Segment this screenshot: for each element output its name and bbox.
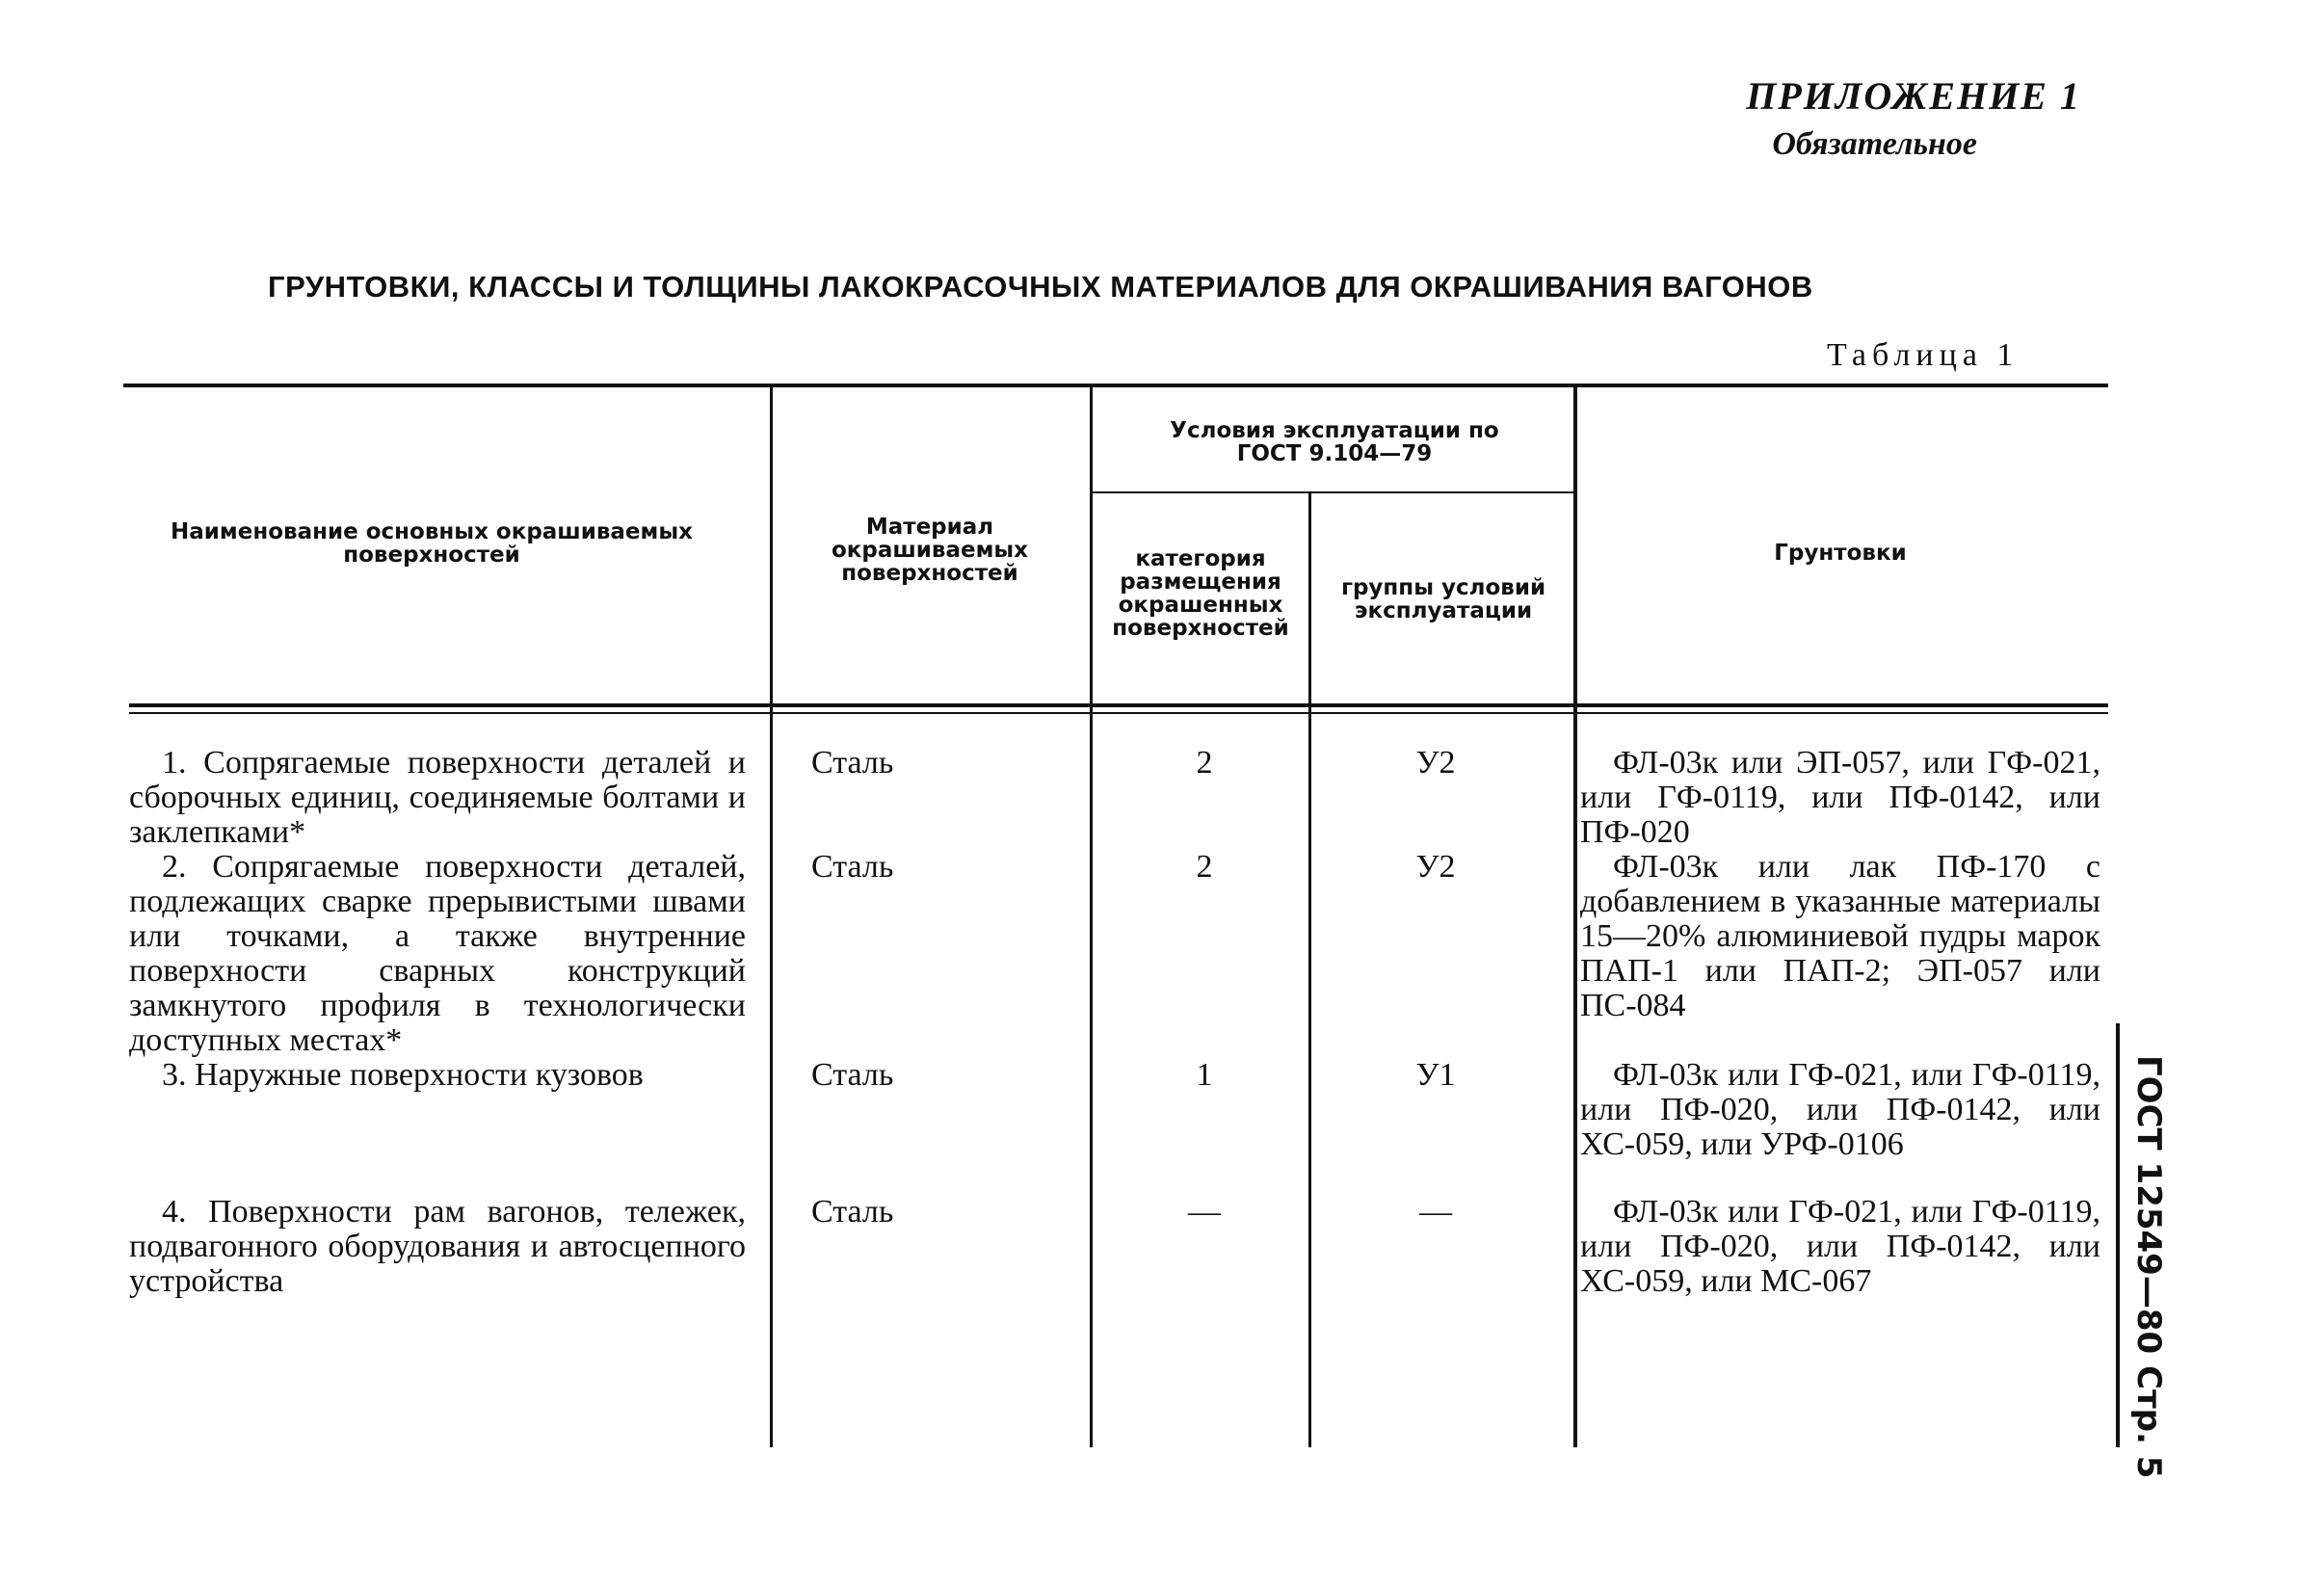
column-rule-3 [1308, 491, 1311, 1447]
appendix-title: ПРИЛОЖЕНИЕ 1 [1746, 74, 2081, 118]
row-3-material: Сталь [811, 1057, 894, 1093]
header-bottom-rule [129, 703, 2108, 707]
row-4-primers: ФЛ-03к или ГФ-021, или ГФ-0119, или ПФ-020, или ПФ-0142, или ХС-059, или МС-067 [1580, 1194, 2100, 1299]
row-3-name: 3. Наружные поверхности кузовов [162, 1057, 644, 1093]
row-3-category: 1 [1196, 1057, 1213, 1093]
row-2-group: У2 [1415, 849, 1456, 885]
row-4-material: Сталь [811, 1194, 894, 1230]
row-1-primers: ФЛ-03к или ЭП-057, или ГФ-021, или ГФ-0119, или ПФ-0142, или ПФ-020 [1580, 745, 2100, 850]
header-name: Наименование основных окрашиваемых поверхностей [171, 519, 693, 568]
header-bottom-rule-thin [129, 712, 2108, 714]
table-label: Таблица 1 [1827, 337, 2020, 373]
row-1-name: 1. Сопрягаемые поверхности деталей и сборочных единиц, соединяемые болтами и заклепками* [129, 745, 746, 850]
row-1-group: У2 [1415, 745, 1456, 781]
side-page-label: ГОСТ 12549—80 Стр. 5 [2129, 1055, 2168, 1479]
document-title: ГРУНТОВКИ, КЛАССЫ И ТОЛЩИНЫ ЛАКОКРАСОЧНЫХ МАТЕРИАЛОВ ДЛЯ ОКРАШИВАНИЯ ВАГОНОВ [268, 270, 1813, 304]
appendix [1746, 73, 2081, 163]
row-4-name: 4. Поверхности рам вагонов, тележек, подвагонного оборудования и автосцепного устройства [129, 1194, 746, 1299]
appendix-subtitle: Обязательное [1772, 126, 1977, 162]
header-groups: группы условий эксплуатации [1340, 575, 1546, 623]
conditions-divider [1092, 491, 1573, 493]
row-4-group: — [1419, 1194, 1452, 1230]
row-1-category: 2 [1196, 745, 1213, 781]
row-4-category: — [1188, 1194, 1221, 1230]
row-2-primers: ФЛ-03к или лак ПФ-170 с добавлением в указанные материалы 15—20% алюминиевой пудры марок ПАП-1 или ПАП-2; ЭП-057 или ПС-084 [1580, 849, 2100, 1023]
row-1-material: Сталь [811, 745, 894, 781]
column-rule-2 [1090, 385, 1093, 1447]
row-3-primers: ФЛ-03к или ГФ-021, или ГФ-0119, или ПФ-020, или ПФ-0142, или ХС-059, или УРФ-0106 [1580, 1057, 2100, 1162]
header-category: категория размещения окрашенных поверхностей [1112, 546, 1289, 641]
column-rule-4 [1573, 385, 1577, 1447]
row-2-material: Сталь [811, 849, 894, 885]
row-3-group: У1 [1415, 1057, 1456, 1093]
column-rule-1 [770, 385, 773, 1447]
header-material: Материал окрашиваемых поверхностей [831, 515, 1029, 586]
table-top-rule [123, 384, 2108, 387]
header-primers: Грунтовки [1774, 541, 1907, 566]
row-2-name: 2. Сопрягаемые поверхности деталей, подлежащих сварке прерывистыми швами или точками, а также внутренние поверхности сварных конструкций замкнутого профиля в технологически доступных местах* [129, 849, 746, 1058]
side-rule [2116, 1023, 2120, 1447]
header-conditions: Условия эксплуатации по ГОСТ 9.104—79 [1170, 418, 1499, 466]
row-2-category: 2 [1196, 849, 1213, 885]
